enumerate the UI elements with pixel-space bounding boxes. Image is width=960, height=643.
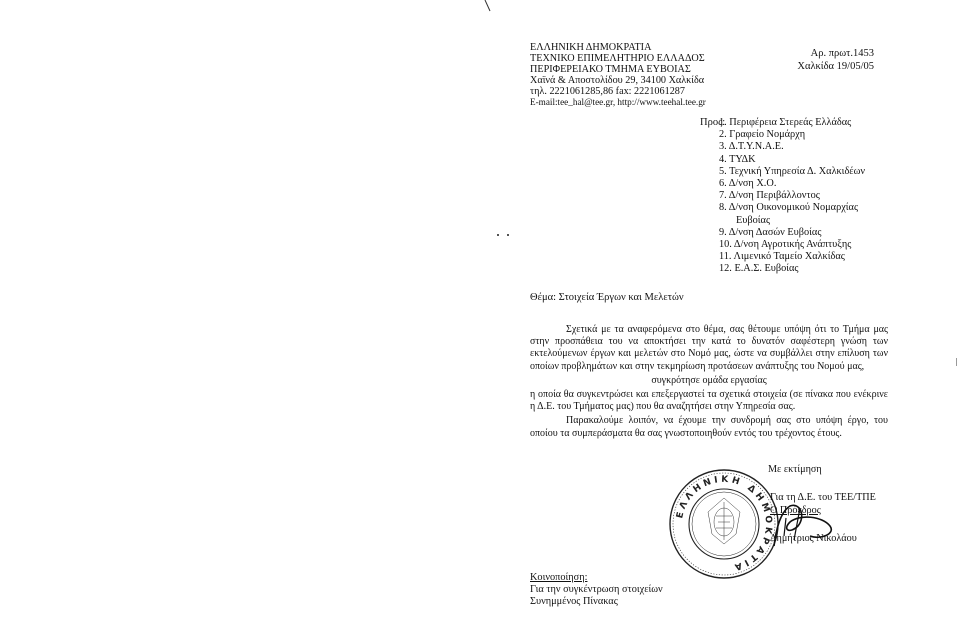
signatory-name: Δημήτριος Νικολάου bbox=[770, 533, 857, 544]
letterhead-line: ΤΕΧΝΙΚΟ ΕΠΙΜΕΛΗΤΗΡΙΟ ΕΛΛΑΔΟΣ bbox=[530, 53, 705, 64]
scan-mark-dot bbox=[497, 234, 499, 236]
scan-mark-dot bbox=[956, 358, 957, 366]
signature-title: Ο Πρόεδρος bbox=[770, 505, 821, 516]
body-paragraph-centered: συγκρότησε ομάδα εργασίας bbox=[651, 374, 767, 386]
closing-regards: Με εκτίμηση bbox=[768, 464, 822, 475]
recipient-item: 3. Δ.Τ.Υ.Ν.Α.Ε. bbox=[719, 141, 784, 153]
protocol-number: Αρ. πρωτ.1453 bbox=[810, 48, 874, 59]
signature-line-for: Για τη Δ.Ε. του ΤΕΕ/ΤΠΕ bbox=[770, 492, 876, 503]
recipients-list bbox=[719, 117, 865, 276]
recipient-item: 10. Δ/νση Αγροτικής Ανάπτυξης bbox=[719, 239, 852, 251]
svg-text:ΕΛΛΗΝΙΚΗ ΔΗΜΟΚΡΑΤΙΑ: ΕΛΛΗΝΙΚΗ ΔΗΜΟΚΡΑΤΙΑ bbox=[675, 474, 774, 573]
recipients-label: Προς: bbox=[700, 117, 726, 128]
recipient-item: 2. Γραφείο Νομάρχη bbox=[719, 129, 806, 141]
notification-line: Συνημμένος Πίνακας bbox=[530, 596, 618, 607]
letter-body bbox=[530, 324, 888, 440]
place-date: Χαλκίδα 19/05/05 bbox=[797, 60, 874, 72]
notification-line: Για την συγκέντρωση στοιχείων bbox=[530, 584, 663, 595]
signature-block bbox=[770, 491, 876, 545]
scan-mark-dot bbox=[507, 234, 509, 236]
letterhead bbox=[530, 42, 706, 108]
letterhead-line: Χαϊνά & Αποστολίδου 29, 34100 Χαλκίδα bbox=[530, 75, 705, 86]
body-paragraph: η οποία θα συγκεντρώσει και επεξεργαστεί τα σχετικά στοιχεία (σε πίνακα που ενέκρινε η Δ.Ε. του Τμήματος μας) που θα αναζητήσει στην Υπηρεσία σας. bbox=[530, 389, 888, 413]
letterhead-line: ΕΛΛΗΝΙΚΗ ΔΗΜΟΚΡΑΤΙΑ bbox=[530, 42, 652, 53]
recipient-item: 6. Δ/νση Χ.Ο. bbox=[719, 178, 777, 190]
body-paragraph: Παρακαλούμε λοιπόν, να έχουμε την συνδρομή σας στο υπόψη έργο, του οποίου τα συμπεράσματα θα σας γνωστοποιηθούν εντός του τρέχοντος έτους. bbox=[530, 415, 888, 439]
recipient-item: 8. Δ/νση Οικονομικού Νομαρχίας bbox=[719, 202, 859, 214]
letterhead-line: ΠΕΡΙΦΕΡΕΙΑΚΟ ΤΜΗΜΑ ΕΥΒΟΙΑΣ bbox=[530, 64, 691, 75]
letterhead-line: τηλ. 2221061285,86 fax: 2221061287 bbox=[530, 86, 685, 97]
body-paragraph: Σχετικά με τα αναφερόμενα στο θέμα, σας θέτουμε υπόψη ότι το Τμήμα μας στην προσπάθεια του να αποκτήσει την κατά το δυνατόν σαφέστερη γνώση των εκτελούμενων έργων και μελετών στο Νομό μας, ώστε να συμβάλλει στην επίλυση των οποίων προβλημάτων και στην τεκμηρίωση προτάσεων ανάπτυξης του Νομού μας, bbox=[530, 324, 888, 372]
recipient-item-continuation: Ευβοίας bbox=[736, 214, 771, 226]
notification-block bbox=[530, 572, 663, 608]
recipient-item: 11. Λιμενικό Ταμείο Χαλκίδας bbox=[719, 251, 845, 263]
protocol-reference bbox=[770, 48, 874, 73]
recipient-item: 12. Ε.Α.Σ. Ευβοίας bbox=[719, 263, 799, 275]
scan-mark-line bbox=[484, 0, 492, 12]
recipient-item: 1. Περιφέρεια Στερεάς Ελλάδας bbox=[719, 117, 852, 128]
subject-line: Θέμα: Στοιχεία Έργων και Μελετών bbox=[530, 292, 684, 303]
recipient-item: 7. Δ/νση Περιβάλλοντος bbox=[719, 190, 820, 202]
recipient-item: 4. ΤΥΔΚ bbox=[719, 153, 756, 165]
notification-title: Κοινοποίηση: bbox=[530, 572, 588, 583]
recipient-item: 9. Δ/νση Δασών Ευβοίας bbox=[719, 226, 822, 238]
recipient-item: 5. Τεχνική Υπηρεσία Δ. Χαλκιδέων bbox=[719, 165, 866, 177]
letterhead-contact-line: E-mail:tee_hal@tee.gr, http://www.teehal.tee.gr bbox=[530, 97, 706, 107]
